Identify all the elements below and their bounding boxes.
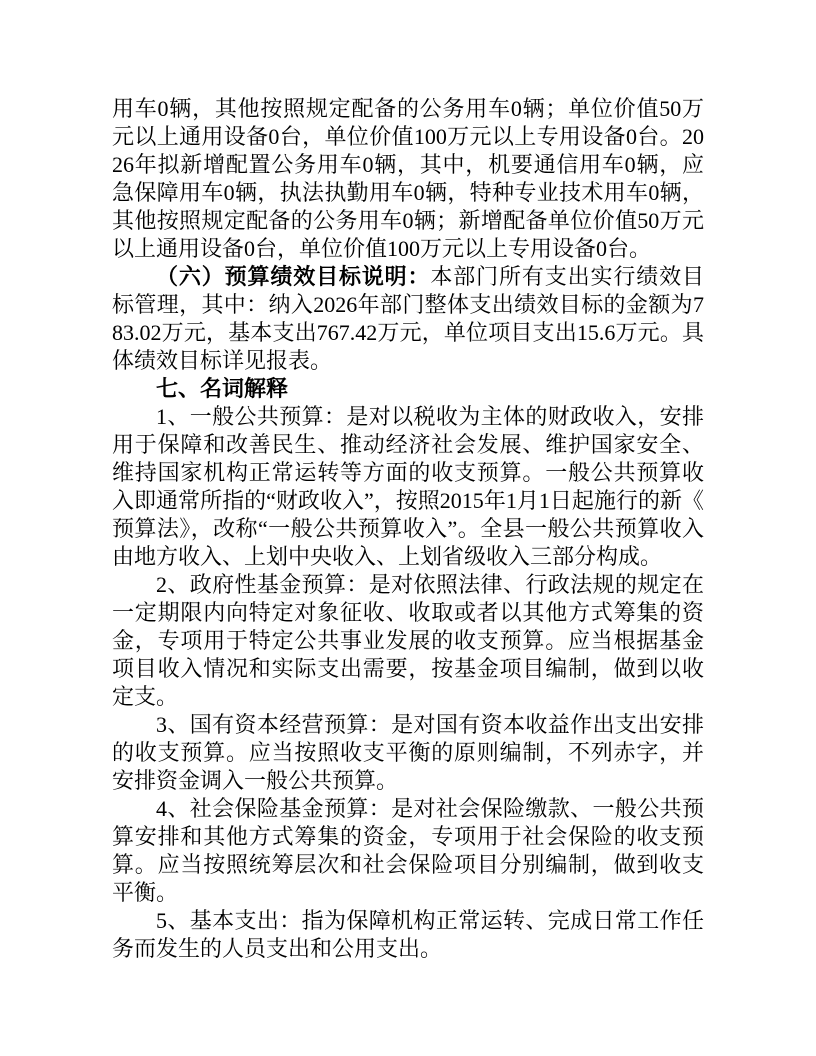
paragraph-term-3-state-capital-operation-budget bbox=[112, 711, 704, 795]
paragraph-term-4-social-insurance-fund-budget bbox=[112, 795, 704, 907]
bold-text-run: 七、名词解释 bbox=[156, 376, 289, 401]
text-run: 3、国有资本经营预算：是对国有资本收益作出支出安排的收支预算。应当按照收支平衡的原则编制，不列赤字，并安排资金调入一般公共预算。 bbox=[112, 712, 704, 793]
paragraph-term-2-government-fund-budget bbox=[112, 571, 704, 711]
text-run: 本部门所有支出实行绩效目标管理，其中：纳入2026年部门整体支出绩效目标的金额为783.02万元，基本支出767.42万元，单位项目支出15.6万元。具体绩效目标详见报表。 bbox=[112, 264, 704, 373]
document-body bbox=[112, 95, 704, 963]
text-run: 用车0辆，其他按照规定配备的公务用车0辆；单位价值50万元以上通用设备0台，单位价值100万元以上专用设备0台。2026年拟新增配置公务用车0辆，其中，机要通信用车0辆，应急保障用车0辆，执法执勤用车0辆，特种专业技术用车0辆，其他按照规定配备的公务用车0辆；新增配备单位价值50万元以上通用设备0台，单位价值100万元以上专用设备0台。 bbox=[112, 96, 704, 261]
text-run: 1、一般公共预算：是对以税收为主体的财政收入，安排用于保障和改善民生、推动经济社会发展、维护国家安全、维持国家机构正常运转等方面的收支预算。一般公共预算收入即通常所指的“财政收入”，按照2015年1月1日起施行的新《预算法》，改称“一般公共预算收入”。全县一般公共预算收入由地方收入、上划中央收入、上划省级收入三部分构成。 bbox=[112, 404, 704, 569]
paragraph-term-5-basic-expenditure bbox=[112, 907, 704, 963]
paragraph-section-seven-heading bbox=[112, 375, 704, 403]
text-run: 4、社会保险基金预算：是对社会保险缴款、一般公共预算安排和其他方式筹集的资金，专项用于社会保险的收支预算。应当按照统筹层次和社会保险项目分别编制，做到收支平衡。 bbox=[112, 796, 704, 905]
paragraph-vehicles-equipment-continued bbox=[112, 95, 704, 263]
bold-text-run: （六）预算绩效目标说明： bbox=[156, 264, 431, 289]
text-run: 5、基本支出：指为保障机构正常运转、完成日常工作任务而发生的人员支出和公用支出。 bbox=[112, 908, 704, 961]
paragraph-budget-performance-goals bbox=[112, 263, 704, 375]
paragraph-term-1-general-public-budget bbox=[112, 403, 704, 571]
text-run: 2、政府性基金预算：是对依照法律、行政法规的规定在一定期限内向特定对象征收、收取或者以其他方式筹集的资金，专项用于特定公共事业发展的收支预算。应当根据基金项目收入情况和实际支出需要，按基金项目编制，做到以收定支。 bbox=[112, 572, 704, 709]
